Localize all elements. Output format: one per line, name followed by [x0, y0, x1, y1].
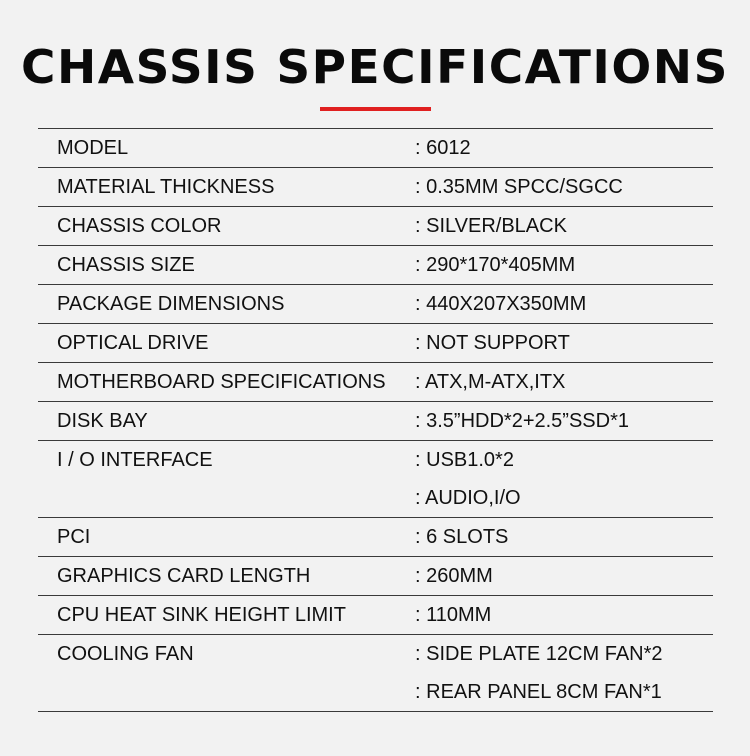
spec-value: : 110MM — [415, 596, 713, 634]
spec-row — [38, 246, 713, 285]
spec-value: : NOT SUPPORT — [415, 324, 713, 362]
page-title: CHASSIS SPECIFICATIONS — [21, 40, 729, 94]
spec-label: MATERIAL THICKNESS — [57, 176, 275, 198]
spec-values — [415, 441, 713, 517]
spec-values — [415, 324, 713, 362]
spec-values — [415, 402, 713, 440]
spec-values — [415, 207, 713, 245]
spec-value: : SILVER/BLACK — [415, 207, 713, 245]
spec-values — [415, 168, 713, 206]
spec-values — [415, 363, 713, 401]
spec-value: : 6 SLOTS — [415, 518, 713, 556]
spec-value: : 0.35MM SPCC/SGCC — [415, 168, 713, 206]
spec-row — [38, 596, 713, 635]
spec-label: PCI — [57, 526, 91, 548]
spec-label: CHASSIS SIZE — [57, 254, 195, 276]
spec-label: GRAPHICS CARD LENGTH — [57, 565, 311, 587]
spec-value: : USB1.0*2 — [415, 441, 713, 479]
spec-value: : ATX,M-ATX,ITX — [415, 363, 713, 401]
spec-row — [38, 635, 713, 712]
spec-row — [38, 324, 713, 363]
spec-label: I / O INTERFACE — [57, 449, 213, 471]
spec-values — [415, 596, 713, 634]
spec-row — [38, 402, 713, 441]
spec-row — [38, 518, 713, 557]
title-accent-bar — [320, 107, 431, 111]
spec-row — [38, 557, 713, 596]
spec-value: : 440X207X350MM — [415, 285, 713, 323]
spec-value: : REAR PANEL 8CM FAN*1 — [415, 673, 713, 711]
spec-value: : 6012 — [415, 129, 713, 167]
spec-row — [38, 129, 713, 168]
spec-value: : 260MM — [415, 557, 713, 595]
spec-value: : 290*170*405MM — [415, 246, 713, 284]
spec-label: CPU HEAT SINK HEIGHT LIMIT — [57, 604, 346, 626]
spec-row — [38, 363, 713, 402]
spec-values — [415, 129, 713, 167]
spec-table — [38, 128, 713, 712]
spec-row — [38, 285, 713, 324]
spec-values — [415, 246, 713, 284]
spec-value: : SIDE PLATE 12CM FAN*2 — [415, 635, 713, 673]
spec-row — [38, 168, 713, 207]
spec-label: CHASSIS COLOR — [57, 215, 222, 237]
spec-label: DISK BAY — [57, 410, 148, 432]
spec-value: : 3.5”HDD*2+2.5”SSD*1 — [415, 402, 713, 440]
spec-value: : AUDIO,I/O — [415, 479, 713, 517]
spec-row — [38, 441, 713, 518]
spec-label: PACKAGE DIMENSIONS — [57, 293, 285, 315]
spec-values — [415, 635, 713, 711]
spec-values — [415, 285, 713, 323]
spec-label: OPTICAL DRIVE — [57, 332, 209, 354]
spec-label: MODEL — [57, 137, 129, 159]
spec-label: MOTHERBOARD SPECIFICATIONS — [57, 371, 386, 393]
spec-values — [415, 557, 713, 595]
spec-label: COOLING FAN — [57, 643, 194, 665]
spec-row — [38, 207, 713, 246]
spec-values — [415, 518, 713, 556]
